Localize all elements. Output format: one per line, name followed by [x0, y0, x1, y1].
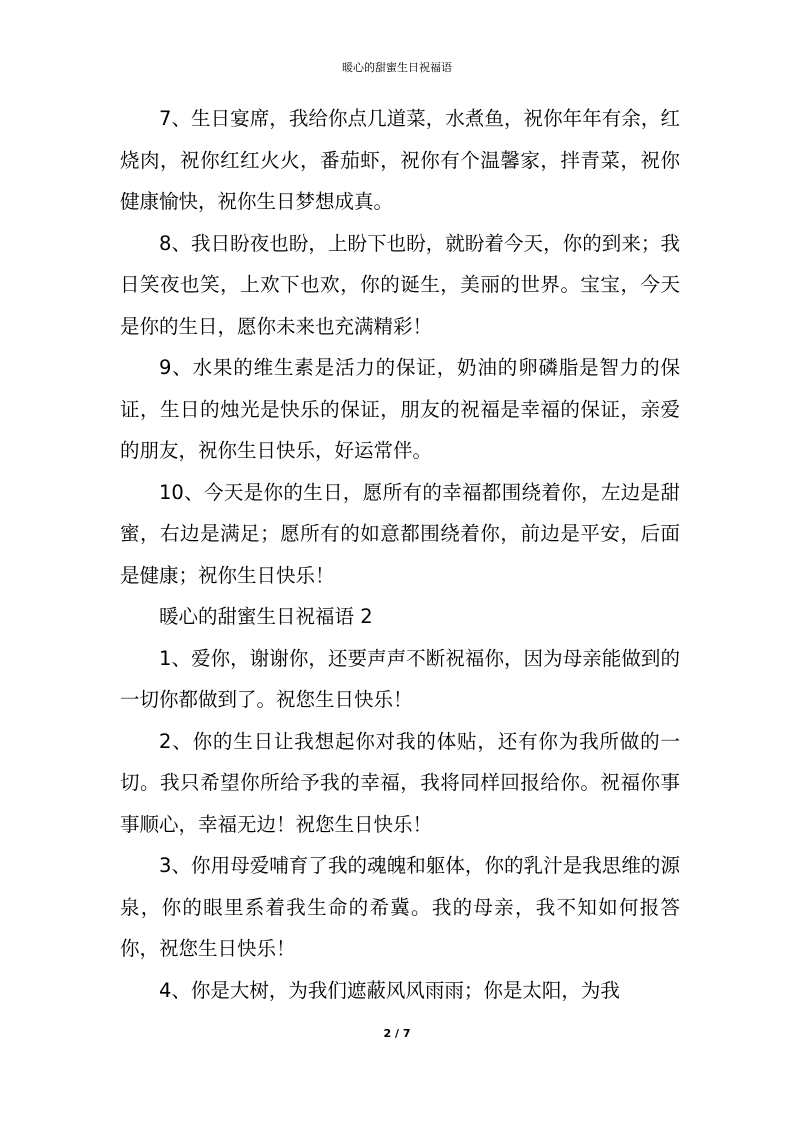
- paragraph-1: 1、爱你，谢谢你，还要声声不断祝福你，因为母亲能做到的一切你都做到了。祝您生日快乐！: [120, 646, 680, 711]
- paragraph-7: 7、生日宴席，我给你点几道菜，水煮鱼，祝你年年有余，红烧肉，祝你红红火火，番茄虾，祝你有个温馨家，拌青菜，祝你健康愉快，祝你生日梦想成真。: [120, 107, 680, 213]
- paragraph-3: 3、你用母爱哺育了我的魂魄和躯体，你的乳汁是我思维的源泉，你的眼里系着我生命的希冀。我的母亲，我不知如何报答你，祝您生日快乐！: [120, 854, 680, 960]
- paragraph-9: 9、水果的维生素是活力的保证，奶油的卵磷脂是智力的保证，生日的烛光是快乐的保证，朋友的祝福是幸福的保证，亲爱的朋友，祝你生日快乐，好运常伴。: [120, 356, 680, 462]
- paragraph-10: 10、今天是你的生日，愿所有的幸福都围绕着你，左边是甜蜜，右边是满足；愿所有的如意都围绕着你，前边是平安，后面是健康；祝你生日快乐！: [120, 480, 680, 587]
- paragraph-2: 2、你的生日让我想起你对我的体贴，还有你为我所做的一切。我只希望你所给予我的幸福，我将同样回报给你。祝福你事事顺心，幸福无边！祝您生日快乐！: [120, 729, 680, 836]
- paragraph-8: 8、我日盼夜也盼，上盼下也盼，就盼着今天，你的到来；我日笑夜也笑，上欢下也欢，你的诞生，美丽的世界。宝宝，今天是你的生日，愿你未来也充满精彩！: [120, 231, 680, 338]
- section-heading: 暖心的甜蜜生日祝福语 2: [159, 605, 373, 628]
- page-header: 暖心的甜蜜生日祝福语: [342, 61, 452, 74]
- document-body: [120, 98, 680, 1011]
- paragraph-4: 4、你是大树，为我们遮蔽风风雨雨；你是太阳，为我: [159, 978, 620, 1002]
- page-number: 2 / 7: [383, 1027, 411, 1040]
